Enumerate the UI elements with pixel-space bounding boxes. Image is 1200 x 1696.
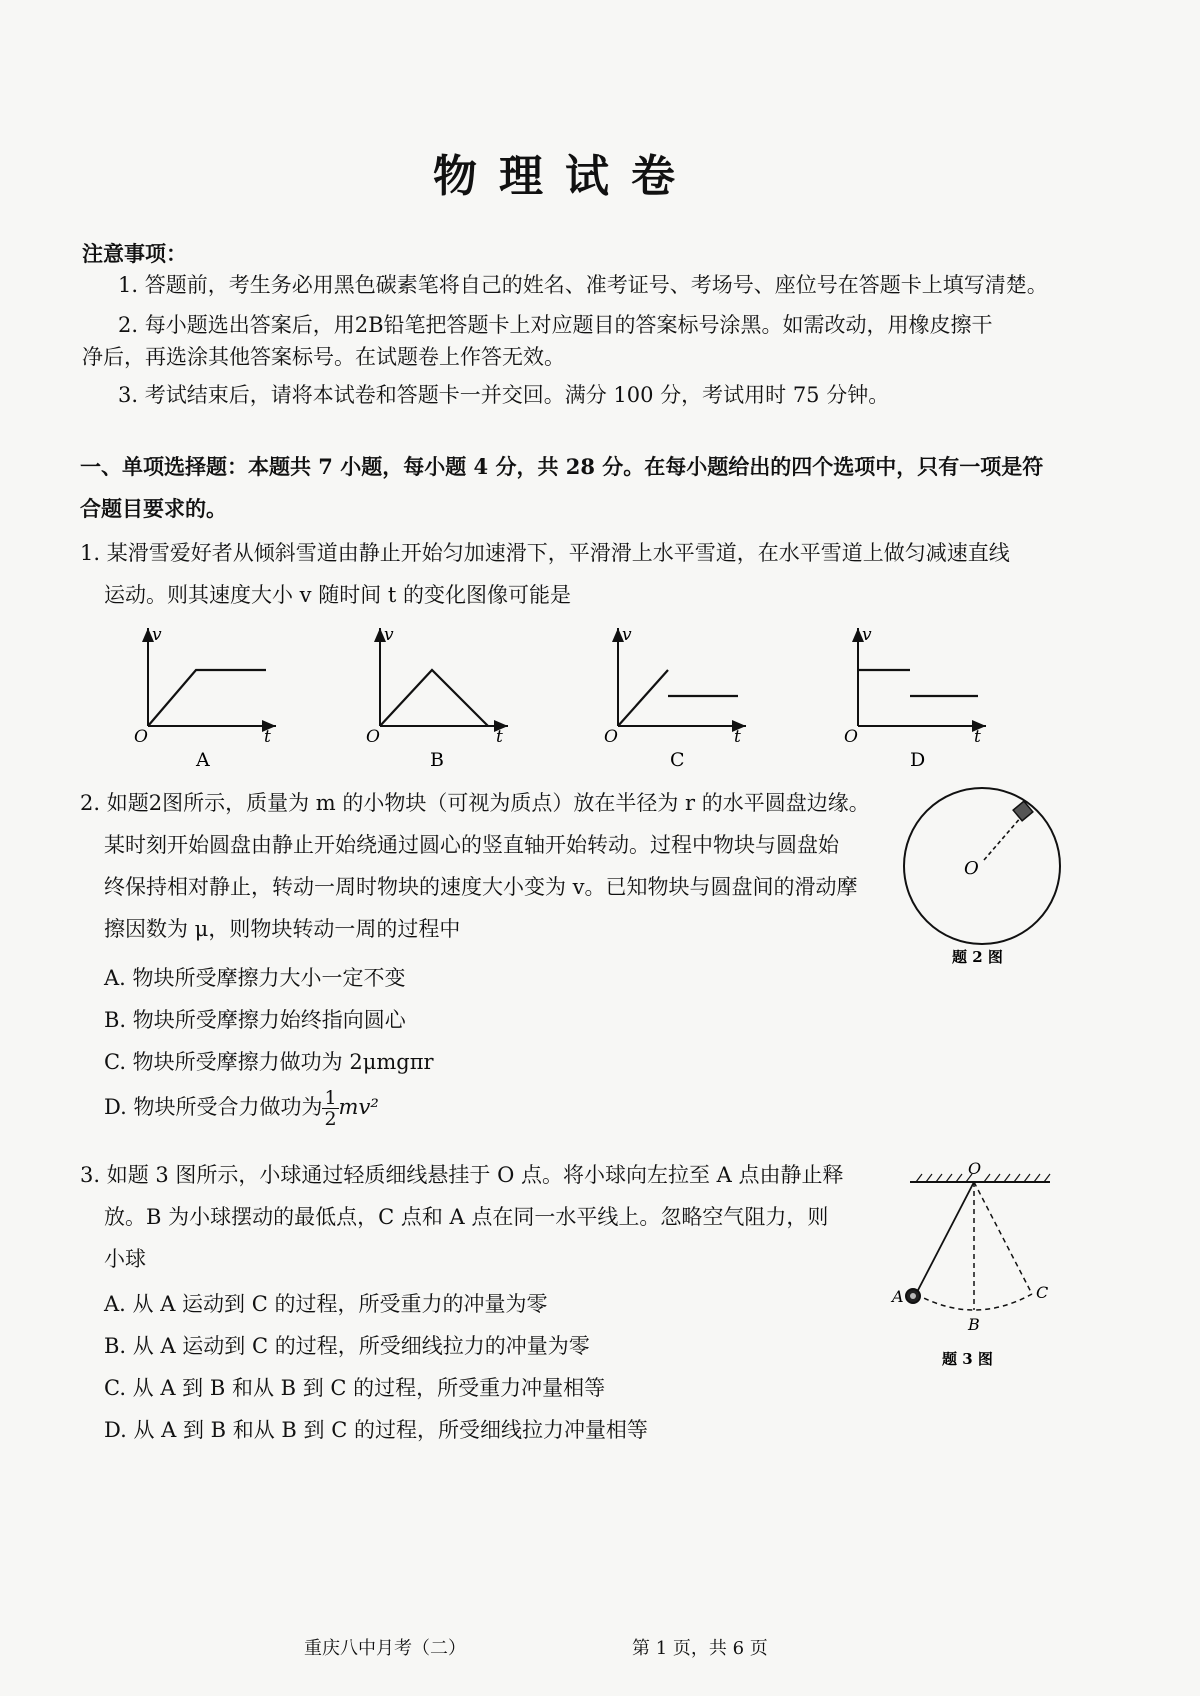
q2-center-label: O <box>964 858 979 879</box>
graph-d-v-label: v <box>862 625 872 645</box>
q3-stem-line1: 3. 如题 3 图所示，小球通过轻质细线悬挂于 O 点。将小球向左拉至 A 点由静止释 <box>80 1163 844 1187</box>
q3-label-a: A <box>892 1287 904 1306</box>
string-c <box>974 1182 1032 1294</box>
notice-item-2: 2. 每小题选出答案后，用2B铅笔把答题卡上对应题目的答案标号涂黑。如需改动，用橡皮擦干 <box>118 313 993 337</box>
graph-a-o-label: O <box>134 727 148 747</box>
footer-page-number: 第 1 页，共 6 页 <box>632 1638 768 1659</box>
section-heading-cont: 合题目要求的。 <box>80 496 227 521</box>
fraction-den: 2 <box>324 1108 337 1130</box>
q3-option-b: B. 从 A 运动到 C 的过程，所受细线拉力的冲量为零 <box>104 1334 590 1358</box>
graph-a-v-label: v <box>152 625 162 645</box>
q2-stem-line1: 2. 如题2图所示，质量为 m 的小物块（可视为质点）放在半径为 r 的水平圆盘边缘。 <box>80 791 870 815</box>
page-title: 物理试卷 <box>433 151 697 202</box>
graph-a-curve <box>148 670 266 726</box>
q3-option-d: D. 从 A 到 B 和从 B 到 C 的过程，所受细线拉力冲量相等 <box>104 1418 648 1442</box>
graph-c-t-label: t <box>734 727 741 747</box>
notice-item-1: 1. 答题前，考生务必用黑色碳素笔将自己的姓名、准考证号、考场号、座位号在答题卡上填写清楚。 <box>118 273 1048 297</box>
q3-label-c: C <box>1036 1283 1049 1302</box>
ball-highlight <box>910 1293 916 1299</box>
graph-d-o-label: O <box>844 727 858 747</box>
graph-c-curve-1 <box>618 670 668 726</box>
q2-option-b: B. 物块所受摩擦力始终指向圆心 <box>104 1008 406 1032</box>
q3-option-a: A. 从 A 运动到 C 的过程，所受重力的冲量为零 <box>104 1292 548 1316</box>
disc-circle <box>904 788 1060 944</box>
q1-stem-line2: 运动。则其速度大小 v 随时间 t 的变化图像可能是 <box>104 583 572 607</box>
graph-b-v-label: v <box>384 625 394 645</box>
graph-b-label: B <box>430 749 444 771</box>
radius-line <box>984 816 1022 860</box>
graph-d <box>844 625 986 771</box>
graph-d-t-label: t <box>974 727 981 747</box>
graph-c-v-label: v <box>622 625 632 645</box>
fraction-num: 1 <box>324 1087 337 1109</box>
fraction <box>322 1088 338 1129</box>
graph-b <box>366 625 508 771</box>
graph-a-t-label: t <box>264 727 271 747</box>
string-a <box>916 1182 974 1294</box>
q3-label-b: B <box>968 1315 980 1334</box>
q1-stem-line1: 1. 某滑雪爱好者从倾斜雪道由静止开始匀加速滑下，平滑滑上水平雪道，在水平雪道上做匀减速直线 <box>80 541 1010 565</box>
graph-b-curve <box>380 670 488 726</box>
q2-figure <box>898 782 1078 972</box>
q2-stem-line3: 终保持相对静止，转动一周时物块的速度大小变为 v。已知物块与圆盘间的滑动摩 <box>104 875 858 899</box>
q1-graphs <box>120 620 1020 780</box>
graph-d-label: D <box>910 749 926 771</box>
ceiling-hatch <box>916 1174 1050 1182</box>
q2-option-d <box>104 1088 379 1129</box>
q3-figure <box>886 1158 1066 1372</box>
graph-c <box>604 625 746 771</box>
graph-a-label: A <box>196 749 210 771</box>
graph-c-label: C <box>670 749 685 771</box>
section-heading: 一、单项选择题：本题共 7 小题，每小题 4 分，共 28 分。在每小题给出的四个选项中，只有一项是符 <box>80 454 1044 479</box>
q2-stem-line2: 某时刻开始圆盘由静止开始绕通过圆心的竖直轴开始转动。过程中物块与圆盘始 <box>104 833 839 857</box>
graph-c-o-label: O <box>604 727 618 747</box>
notice-item-2-cont: 净后，再选涂其他答案标号。在试题卷上作答无效。 <box>82 345 565 369</box>
q3-figure-caption: 题 3 图 <box>942 1350 993 1368</box>
q2-option-c: C. 物块所受摩擦力做功为 2μmgπr <box>104 1050 434 1074</box>
q2-option-d-suffix: mv² <box>338 1095 379 1119</box>
q2-figure-caption: 题 2 图 <box>952 948 1003 966</box>
graph-b-o-label: O <box>366 727 380 747</box>
graph-b-t-label: t <box>496 727 503 747</box>
q3-stem-line2: 放。B 为小球摆动的最低点，C 点和 A 点在同一水平线上。忽略空气阻力，则 <box>104 1205 829 1229</box>
notice-heading: 注意事项： <box>82 241 187 266</box>
q2-stem-line4: 擦因数为 μ，则物块转动一周的过程中 <box>104 917 461 941</box>
q2-option-d-prefix: D. 物块所受合力做功为 <box>104 1095 323 1119</box>
footer-exam-name: 重庆八中月考（二） <box>304 1638 466 1659</box>
q2-option-a: A. 物块所受摩擦力大小一定不变 <box>104 966 406 990</box>
graph-a <box>134 625 276 771</box>
q3-option-c: C. 从 A 到 B 和从 B 到 C 的过程，所受重力冲量相等 <box>104 1376 606 1400</box>
q3-stem-line3: 小球 <box>104 1247 146 1271</box>
q3-label-o: O <box>968 1159 982 1178</box>
notice-item-3: 3. 考试结束后，请将本试卷和答题卡一并交回。满分 100 分，考试用时 75 分钟。 <box>118 383 890 407</box>
